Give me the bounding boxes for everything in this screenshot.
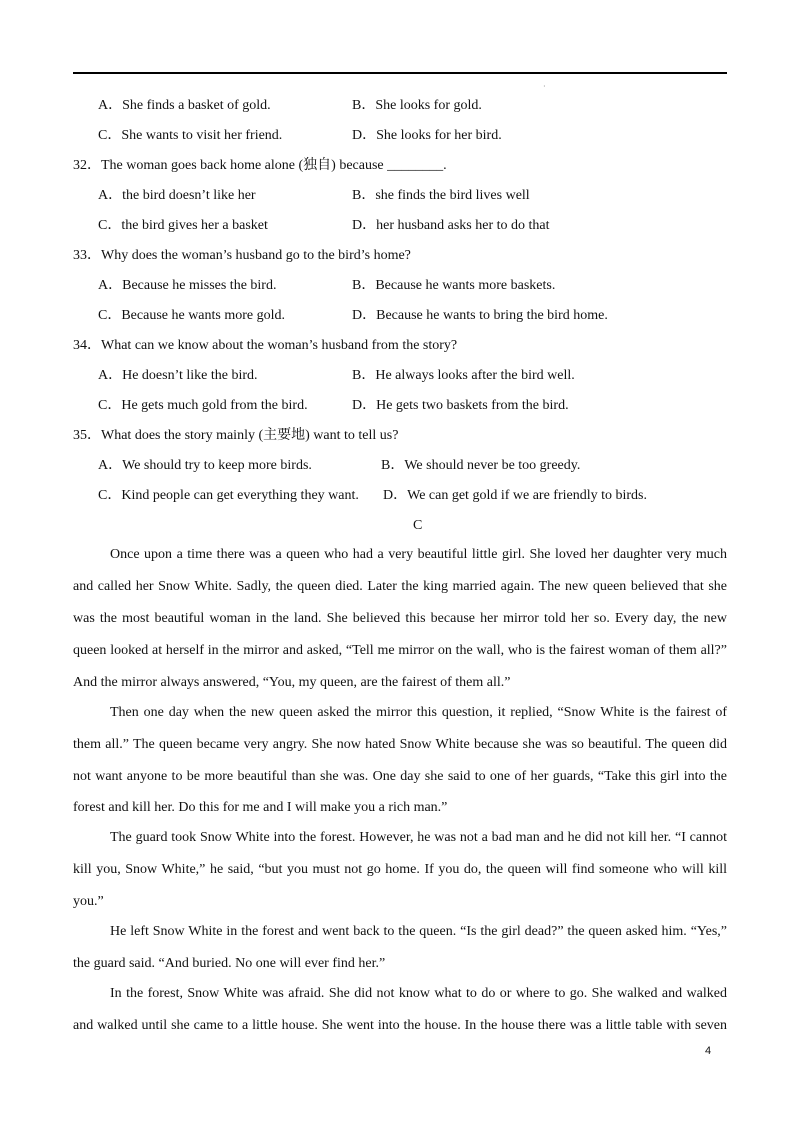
passage-p3-line-1: The guard took Snow White into the forest. However, he was not a bad man and he did not kill her. “I cannot — [110, 830, 727, 845]
passage-p5-line-1: In the forest, Snow White was afraid. She did not know what to do or where to go. She walked and walked — [110, 986, 727, 1001]
q31-option-d: D．She looks for her bird. — [352, 128, 502, 143]
q33-stem: 33．Why does the woman’s husband go to the bird’s home? — [73, 248, 411, 263]
q32-option-a: A．the bird doesn’t like her — [98, 188, 256, 203]
q31-option-a: A．She finds a basket of gold. — [98, 98, 271, 113]
q32-option-b: B．she finds the bird lives well — [352, 188, 530, 203]
q35-option-a: A．We should try to keep more birds. — [98, 458, 312, 473]
q35-option-b: B．We should never be too greedy. — [381, 458, 581, 473]
passage-p2-line-4: forest and kill her. Do this for me and I will make you a rich man.” — [73, 800, 448, 815]
passage-p1-line-2: and called her Snow White. Sadly, the queen died. Later the king married again. The new queen believed that she — [73, 579, 727, 594]
passage-p1-line-3: was the most beautiful woman in the land. She believed this because her mirror told her so. Every day, the new — [73, 611, 727, 626]
q33-option-b: B．Because he wants more baskets. — [352, 278, 556, 293]
q32-option-d: D．her husband asks her to do that — [352, 218, 550, 233]
q34-option-a: A．He doesn’t like the bird. — [98, 368, 258, 383]
q34-stem: 34．What can we know about the woman’s husband from the story? — [73, 338, 458, 353]
passage-p4-line-1: He left Snow White in the forest and went back to the queen. “Is the girl dead?” the queen asked him. “Yes,” — [110, 924, 727, 939]
q35-option-c: C．Kind people can get everything they want. — [98, 488, 359, 503]
passage-p5-line-2: and walked until she came to a little house. She went into the house. In the house there was a little table with seven — [73, 1018, 727, 1033]
q32-option-c: C．the bird gives her a basket — [98, 218, 268, 233]
page-number: 4 — [705, 1045, 712, 1057]
header-mark: · — [543, 82, 546, 91]
q35-option-d: D．We can get gold if we are friendly to birds. — [383, 488, 648, 503]
q31-option-b: B．She looks for gold. — [352, 98, 482, 113]
passage-p1-line-5: And the mirror always answered, “You, my queen, are the fairest of them all.” — [73, 675, 511, 690]
header-rule — [73, 72, 727, 74]
passage-p3-line-2: kill you, Snow White,” he said, “but you must not go home. If you do, the queen will find someone who will kill — [73, 862, 727, 877]
passage-p2-line-3: not want anyone to be more beautiful than she was. One day she said to one of her guards, “Take this girl into the — [73, 769, 727, 784]
q34-option-c: C．He gets much gold from the bird. — [98, 398, 308, 413]
passage-p2-line-2: them all.” The queen became very angry. She now hated Snow White because she was so beautiful. The queen did — [73, 737, 727, 752]
q32-stem: 32．The woman goes back home alone (独自) because ________. — [73, 158, 447, 173]
passage-p3-line-3: you.” — [73, 894, 104, 909]
q34-option-d: D．He gets two baskets from the bird. — [352, 398, 569, 413]
passage-p4-line-2: the guard said. “And buried. No one will ever find her.” — [73, 956, 386, 971]
passage-p1-line-1: Once upon a time there was a queen who had a very beautiful little girl. She loved her daughter very much — [110, 547, 727, 562]
q33-option-d: D．Because he wants to bring the bird home. — [352, 308, 608, 323]
section-label: C — [413, 518, 423, 533]
passage-p1-line-4: queen looked at herself in the mirror and asked, “Tell me mirror on the wall, who is the fairest woman of them all?” — [73, 643, 727, 658]
q33-option-a: A．Because he misses the bird. — [98, 278, 277, 293]
q34-option-b: B．He always looks after the bird well. — [352, 368, 575, 383]
passage-p2-line-1: Then one day when the new queen asked the mirror this question, it replied, “Snow White is the fairest of — [110, 705, 727, 720]
q35-stem: 35．What does the story mainly (主要地) want to tell us? — [73, 428, 399, 443]
q31-option-c: C．She wants to visit her friend. — [98, 128, 283, 143]
q33-option-c: C．Because he wants more gold. — [98, 308, 286, 323]
